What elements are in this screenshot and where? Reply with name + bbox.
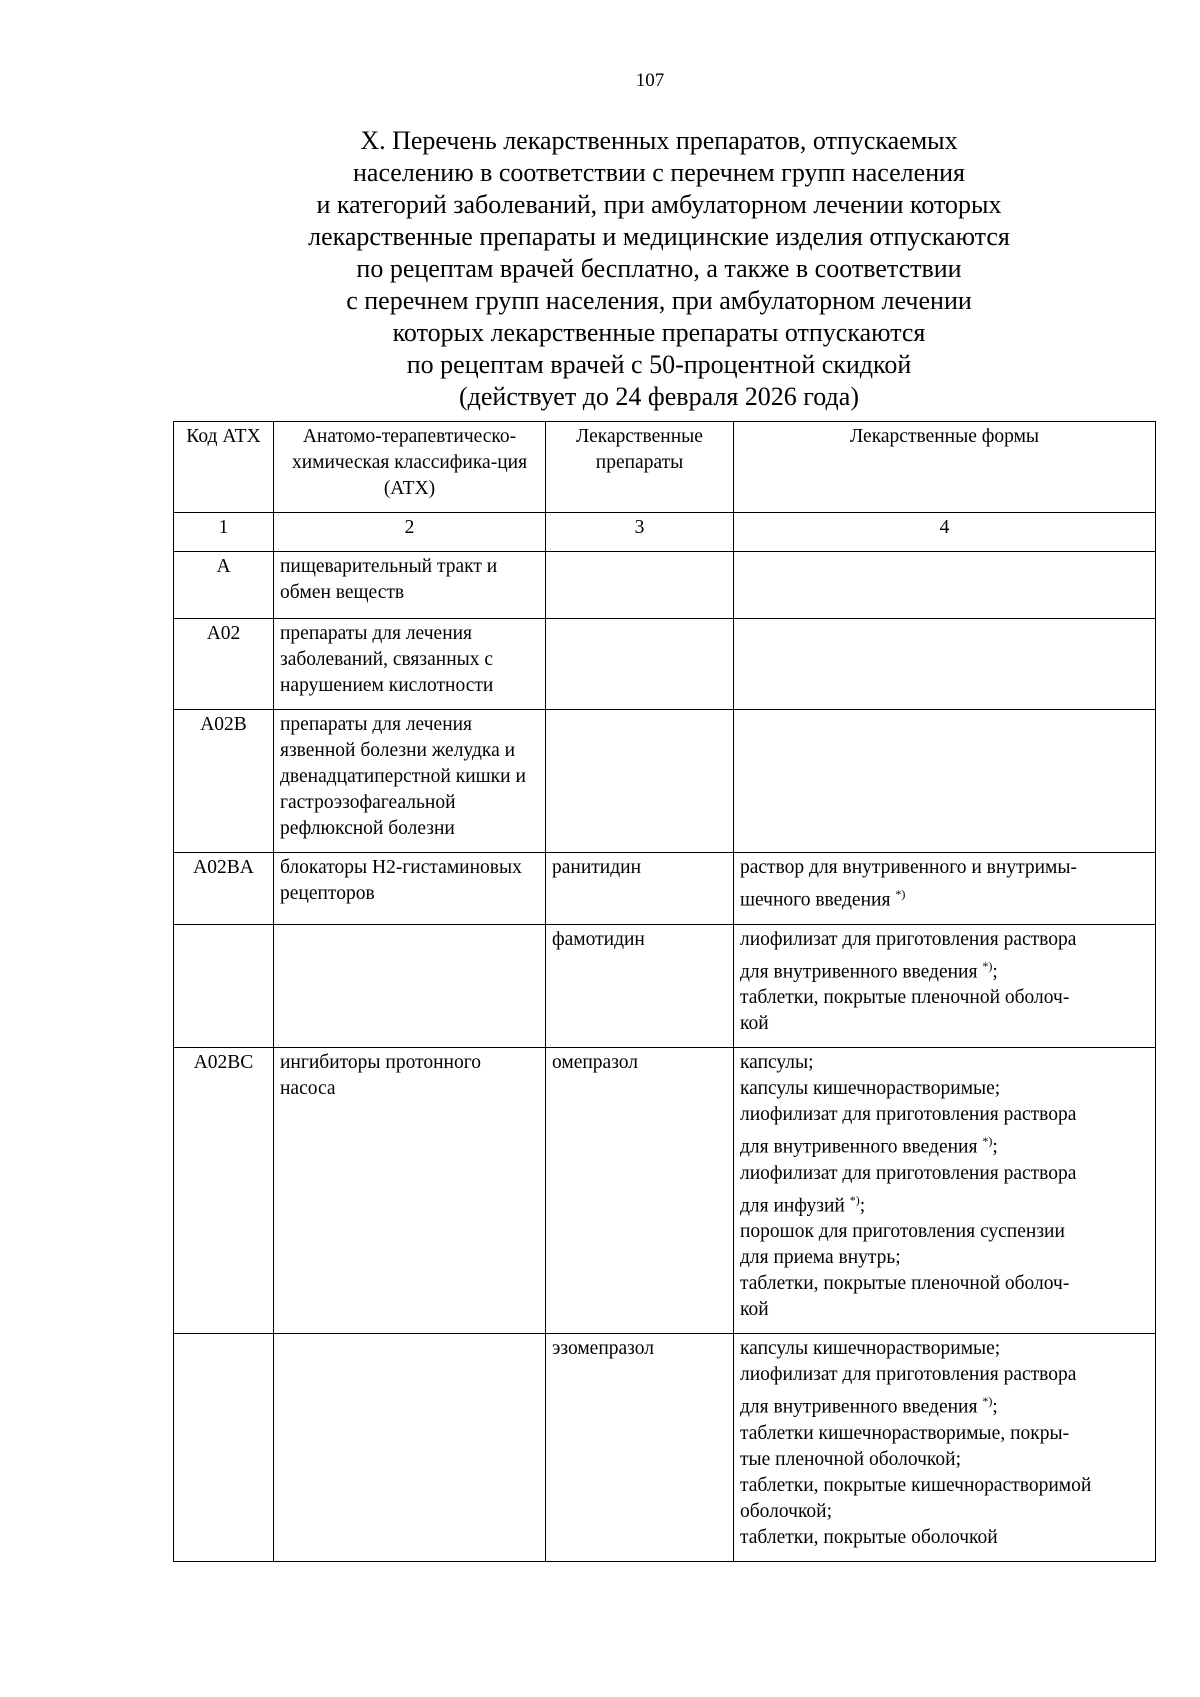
page-number: 107 — [635, 70, 665, 91]
dosage-form-line: шечного введения *) — [740, 887, 906, 911]
dosage-form-line: кой — [740, 1299, 769, 1320]
header-drugs: Лекарственные препараты — [546, 422, 734, 513]
dosage-forms-cell — [734, 924, 1156, 1048]
title-line: лекарственные препараты и медицинские изделия отпускаются — [308, 222, 1010, 251]
title-line: по рецептам врачей с 50-процентной скидкой — [406, 350, 912, 379]
drug-name-cell: ранитидин — [546, 853, 734, 925]
atc-code-cell — [174, 924, 274, 1048]
column-number: 3 — [546, 513, 734, 552]
header-code: Код АТХ — [174, 422, 274, 513]
drug-name-cell: омепразол — [546, 1048, 734, 1334]
column-number: 2 — [274, 513, 546, 552]
footnote-mark: *) — [895, 887, 906, 901]
dosage-forms-cell — [734, 552, 1156, 619]
dosage-form-line: таблетки, покрытые оболочкой — [740, 1526, 998, 1548]
title-line: населению в соответствии с перечнем групп населения — [353, 158, 965, 187]
dosage-form-line: таблетки, покрытые пленочной оболоч- — [740, 987, 1070, 1008]
atc-code-cell: A02BC — [174, 1048, 274, 1334]
atc-classification-cell: ингибиторы протонного насоса — [274, 1048, 546, 1334]
dosage-form-line: оболочкой; — [740, 1500, 833, 1522]
table-row — [174, 552, 1156, 619]
title-line: и категорий заболеваний, при амбулаторном лечении которых — [316, 190, 1002, 219]
dosage-form-line: для внутривенного введения *); — [740, 1394, 998, 1418]
dosage-form-line: лиофилизат для приготовления раствора — [740, 928, 1077, 950]
column-number-row — [174, 513, 1156, 552]
atc-classification-cell — [274, 924, 546, 1048]
dosage-form-line: капсулы; — [740, 1052, 814, 1073]
atc-classification-cell: блокаторы Н2-гистаминовых рецепторов — [274, 853, 546, 925]
dosage-form-line: лиофилизат для приготовления раствора — [740, 1162, 1077, 1184]
atc-code-cell: A02BA — [174, 853, 274, 925]
table-row — [174, 924, 1156, 1048]
title-line: которых лекарственные препараты отпускаются — [392, 318, 926, 347]
dosage-form-line: лиофилизат для приготовления раствора — [740, 1364, 1077, 1385]
dosage-form-line: капсулы кишечнорастворимые; — [740, 1338, 1001, 1359]
header-classification: Анатомо-терапевтическо-химическая классифика-ция (АТХ) — [274, 422, 546, 513]
drug-name-cell — [546, 552, 734, 619]
drug-name-cell: эзомепразол — [546, 1334, 734, 1562]
drug-name-cell — [546, 619, 734, 710]
dosage-form-line: таблетки, покрытые кишечнорастворимой — [740, 1474, 1092, 1496]
atc-classification-cell — [274, 1334, 546, 1562]
dosage-form-line: лиофилизат для приготовления раствора — [740, 1104, 1077, 1125]
header-row — [174, 422, 1156, 513]
drug-name-cell — [546, 710, 734, 853]
atc-code-cell — [174, 1334, 274, 1562]
dosage-forms-cell — [734, 1334, 1156, 1562]
dosage-forms-cell — [734, 1048, 1156, 1334]
atc-classification-cell: препараты для лечения заболеваний, связанных с нарушением кислотности — [274, 619, 546, 710]
document-title — [173, 125, 1145, 413]
title-line: по рецептам врачей бесплатно, а также в соответствии — [356, 254, 962, 283]
dosage-form-line: для инфузий *); — [740, 1192, 866, 1216]
header-forms: Лекарственные формы — [734, 422, 1156, 513]
atc-code-cell: A — [174, 552, 274, 619]
drug-table — [173, 421, 1156, 1562]
footnote-mark: *) — [982, 958, 993, 973]
dosage-form-line: для приема внутрь; — [740, 1247, 901, 1268]
dosage-form-line: для внутривенного введения *); — [740, 958, 998, 982]
table-row — [174, 853, 1156, 925]
table-row — [174, 1334, 1156, 1562]
dosage-form-line: порошок для приготовления суспензии — [740, 1221, 1065, 1242]
title-line: (действует до 24 февраля 2026 года) — [459, 382, 859, 411]
dosage-forms-cell — [734, 619, 1156, 710]
column-number: 4 — [734, 513, 1156, 552]
table-row — [174, 1048, 1156, 1334]
footnote-mark: *) — [982, 1394, 993, 1408]
dosage-form-line: капсулы кишечнорастворимые; — [740, 1078, 1001, 1099]
atc-classification-cell: препараты для лечения язвенной болезни желудка и двенадцатиперстной кишки и гастроэзофагеальной рефлюксной болезни — [274, 710, 546, 853]
dosage-forms-cell — [734, 710, 1156, 853]
dosage-form-line: таблетки кишечнорастворимые, покры- — [740, 1422, 1070, 1444]
footnote-mark: *) — [849, 1192, 860, 1207]
dosage-forms-cell — [734, 853, 1156, 925]
atc-classification-cell: пищеварительный тракт и обмен веществ — [274, 552, 546, 619]
atc-code-cell: A02 — [174, 619, 274, 710]
footnote-mark: *) — [982, 1134, 993, 1148]
title-line: с перечнем групп населения, при амбулаторном лечении — [346, 286, 972, 315]
dosage-form-line: раствор для внутривенного и внутримы- — [740, 857, 1077, 878]
dosage-form-line: для внутривенного введения *); — [740, 1134, 998, 1158]
table-row — [174, 710, 1156, 853]
dosage-form-line: кой — [740, 1013, 769, 1034]
title-line: X. Перечень лекарственных препаратов, отпускаемых — [360, 126, 958, 155]
column-number: 1 — [174, 513, 274, 552]
table-body — [174, 552, 1156, 1562]
atc-code-cell: A02B — [174, 710, 274, 853]
table-row — [174, 619, 1156, 710]
dosage-form-line: тые пленочной оболочкой; — [740, 1448, 961, 1470]
dosage-form-line: таблетки, покрытые пленочной оболоч- — [740, 1273, 1070, 1294]
drug-name-cell: фамотидин — [546, 924, 734, 1048]
